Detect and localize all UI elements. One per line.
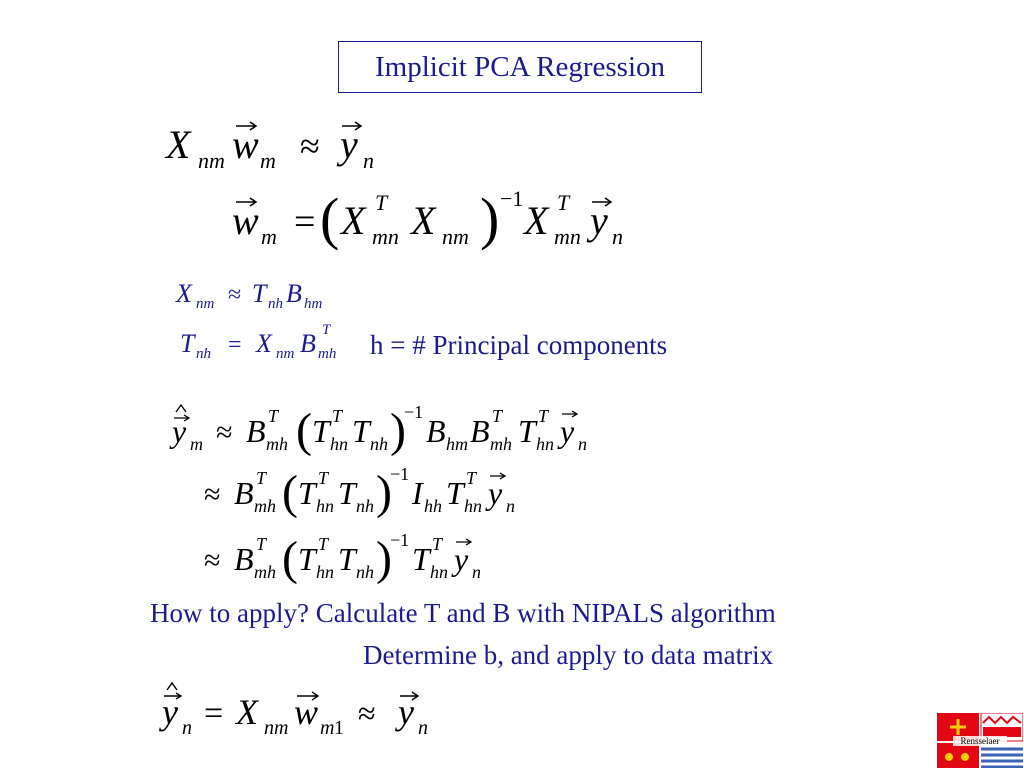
equation-xw-approx-y [160, 112, 400, 182]
svg-text:m: m [190, 434, 203, 454]
svg-text:T: T [256, 534, 267, 554]
svg-text:−1: −1 [390, 464, 410, 484]
svg-text:−1: −1 [500, 186, 524, 211]
svg-text:T: T [432, 534, 443, 554]
svg-text:≈: ≈ [228, 282, 242, 308]
svg-text:−1: −1 [390, 530, 410, 550]
svg-text:nh: nh [268, 296, 283, 312]
svg-text:T: T [338, 475, 356, 511]
slide-title: Implicit PCA Regression [338, 41, 702, 93]
svg-text:n: n [612, 224, 623, 249]
principal-components-note: h = # Principal components [370, 330, 668, 360]
svg-text:hn: hn [316, 562, 334, 582]
svg-text:nm: nm [276, 346, 295, 362]
svg-text:(: ( [296, 404, 312, 457]
svg-text:mh: mh [254, 496, 276, 516]
svg-text:hh: hh [424, 496, 442, 516]
svg-text:Rensselaer: Rensselaer [960, 736, 1000, 746]
svg-text:I: I [412, 475, 423, 511]
svg-text:w: w [232, 122, 259, 167]
svg-text:X: X [524, 198, 549, 243]
svg-text:nh: nh [356, 496, 374, 516]
equation-t-definition [176, 320, 356, 368]
svg-text:X: X [236, 692, 258, 732]
svg-text:hn: hn [430, 562, 448, 582]
svg-text:T: T [557, 190, 570, 215]
rensselaer-logo [937, 713, 1023, 768]
svg-text:≈: ≈ [204, 544, 221, 577]
svg-text:X: X [411, 198, 436, 243]
svg-text:B: B [234, 475, 254, 511]
svg-text:): ) [390, 404, 406, 457]
svg-text:n: n [578, 434, 587, 454]
svg-text:n: n [363, 148, 374, 173]
svg-text:T: T [332, 406, 343, 426]
svg-text:X: X [166, 122, 191, 167]
svg-text:y: y [162, 692, 178, 732]
svg-text:y: y [590, 198, 608, 243]
svg-text:nh: nh [196, 346, 211, 362]
svg-text:): ) [376, 466, 392, 519]
svg-text:m: m [261, 224, 277, 249]
svg-text:y: y [340, 122, 358, 167]
svg-text:y: y [172, 413, 187, 449]
svg-text:nh: nh [356, 562, 374, 582]
svg-text:1: 1 [334, 717, 344, 739]
svg-text:X: X [256, 329, 272, 358]
svg-text:T: T [412, 541, 430, 577]
svg-text:B: B [300, 329, 316, 358]
svg-text:T: T [322, 322, 331, 338]
svg-text:T: T [492, 406, 503, 426]
svg-text:X: X [176, 279, 192, 308]
svg-text:w: w [294, 692, 319, 732]
svg-text:T: T [375, 190, 388, 215]
svg-text:nm: nm [198, 148, 225, 173]
svg-text:=: = [294, 201, 316, 243]
svg-text:mn: mn [554, 224, 581, 249]
svg-text:mh: mh [490, 434, 512, 454]
svg-text:y: y [488, 475, 503, 511]
svg-text:T: T [518, 413, 536, 449]
svg-text:T: T [252, 279, 267, 308]
svg-text:T: T [298, 541, 316, 577]
svg-text:T: T [352, 413, 370, 449]
svg-text:hm: hm [446, 434, 468, 454]
svg-text:(: ( [320, 186, 340, 251]
svg-text:y: y [560, 413, 575, 449]
svg-text:n: n [418, 717, 428, 739]
svg-text:m: m [320, 717, 335, 739]
svg-text:hn: hn [464, 496, 482, 516]
svg-text:T: T [312, 413, 330, 449]
svg-text:nh: nh [370, 434, 388, 454]
svg-text:mh: mh [254, 562, 276, 582]
svg-text:B: B [246, 413, 266, 449]
svg-text:X: X [341, 198, 366, 243]
svg-text:T: T [318, 468, 329, 488]
svg-text:−1: −1 [404, 402, 424, 422]
svg-text:(: ( [282, 532, 298, 585]
svg-text:hn: hn [536, 434, 554, 454]
equation-x-factorization [172, 276, 342, 318]
svg-text:T: T [180, 329, 195, 358]
svg-text:≈: ≈ [300, 126, 320, 166]
svg-text:T: T [466, 468, 477, 488]
svg-text:T: T [538, 406, 549, 426]
howto-line-2: Determine b, and apply to data matrix [363, 640, 774, 670]
svg-text:T: T [318, 534, 329, 554]
svg-text:mh: mh [266, 434, 288, 454]
svg-text:≈: ≈ [358, 695, 376, 731]
howto-line-1: How to apply? Calculate T and B with NIPALS algorithm [150, 598, 776, 628]
svg-text:T: T [338, 541, 356, 577]
svg-text:≈: ≈ [204, 478, 221, 511]
svg-text:y: y [454, 541, 469, 577]
svg-text:T: T [446, 475, 464, 511]
svg-text:): ) [480, 186, 500, 251]
svg-text:m: m [260, 148, 276, 173]
svg-text:nm: nm [442, 224, 469, 249]
equation-w-solution [228, 182, 648, 262]
svg-text:): ) [376, 532, 392, 585]
svg-text:w: w [232, 198, 259, 243]
svg-text:n: n [472, 562, 481, 582]
svg-text:B: B [286, 279, 302, 308]
svg-text:(: ( [282, 466, 298, 519]
svg-text:=: = [204, 695, 224, 732]
svg-text:T: T [268, 406, 279, 426]
svg-text:B: B [426, 413, 446, 449]
svg-text:T: T [298, 475, 316, 511]
equation-yhat-simplified [202, 524, 502, 596]
svg-text:y: y [398, 692, 414, 732]
svg-text:mn: mn [372, 224, 399, 249]
svg-text:hm: hm [304, 296, 323, 312]
equation-yhat-final [158, 676, 448, 746]
svg-text:B: B [234, 541, 254, 577]
svg-text:T: T [256, 468, 267, 488]
svg-text:nm: nm [264, 717, 289, 739]
svg-text:≈: ≈ [216, 416, 233, 449]
svg-text:hn: hn [316, 496, 334, 516]
svg-text:nm: nm [196, 296, 215, 312]
equation-yhat-identity-step [202, 458, 532, 530]
svg-text:hn: hn [330, 434, 348, 454]
svg-text:mh: mh [318, 346, 337, 362]
svg-text:B: B [470, 413, 490, 449]
svg-text:n: n [506, 496, 515, 516]
svg-text:=: = [228, 332, 242, 358]
svg-text:n: n [182, 717, 192, 739]
